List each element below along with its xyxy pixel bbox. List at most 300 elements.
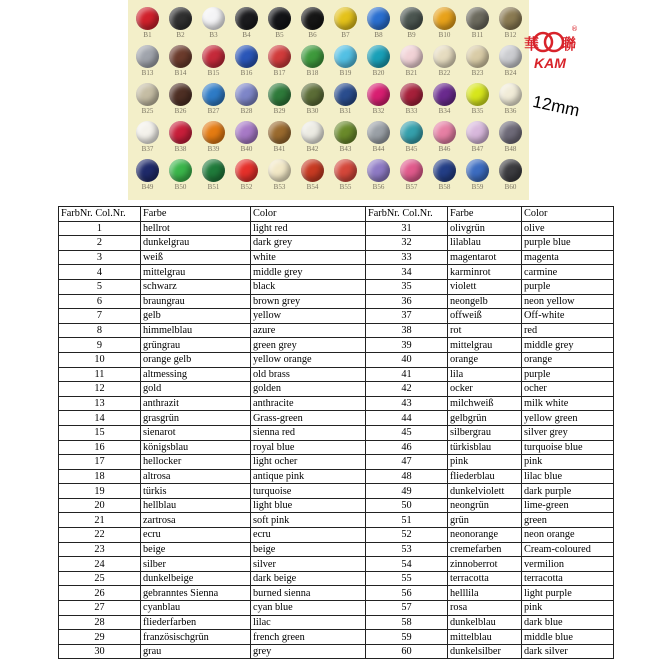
swatch-b23 <box>461 40 494 78</box>
cell-col-nr-left: 29 <box>59 630 141 645</box>
swatch-code-label: B59 <box>471 183 484 191</box>
swatch-button-dot <box>499 45 522 68</box>
swatch-code-label: B26 <box>174 107 187 115</box>
cell-farbe-right: fliederblau <box>448 469 522 484</box>
swatch-b58 <box>428 154 461 192</box>
swatch-code-label: B56 <box>372 183 385 191</box>
cell-col-nr-left: 30 <box>59 644 141 659</box>
cell-farbe-right: dunkelsilber <box>448 644 522 659</box>
swatch-button-dot <box>433 45 456 68</box>
cell-color-left: french green <box>251 630 366 645</box>
table-row <box>59 250 614 265</box>
cell-color-right: carmine <box>522 265 614 280</box>
cell-col-nr-right: 56 <box>366 586 448 601</box>
cell-color-right: lime-green <box>522 498 614 513</box>
swatch-button-dot <box>499 159 522 182</box>
swatch-b21 <box>395 40 428 78</box>
cell-color-right: terracotta <box>522 571 614 586</box>
cell-col-nr-right: 31 <box>366 221 448 236</box>
swatch-button-dot <box>301 159 324 182</box>
swatch-b53 <box>263 154 296 192</box>
cell-farbe-right: gelbgrün <box>448 411 522 426</box>
swatch-code-label: B54 <box>306 183 319 191</box>
swatch-b29 <box>263 78 296 116</box>
header-farbe-right: Farbe <box>448 207 522 222</box>
brand-logo <box>521 22 577 82</box>
swatch-b49 <box>131 154 164 192</box>
cell-col-nr-left: 15 <box>59 425 141 440</box>
cell-col-nr-right: 39 <box>366 338 448 353</box>
swatch-b40 <box>230 116 263 154</box>
cell-color-left: yellow orange <box>251 352 366 367</box>
swatch-b55 <box>329 154 362 192</box>
cell-color-left: brown grey <box>251 294 366 309</box>
swatch-code-label: B7 <box>341 31 350 39</box>
table-row <box>59 455 614 470</box>
cell-color-right: milk white <box>522 396 614 411</box>
swatch-panel <box>128 0 529 200</box>
swatch-b22 <box>428 40 461 78</box>
cell-farbe-right: olivgrün <box>448 221 522 236</box>
swatch-code-label: B6 <box>308 31 317 39</box>
swatch-b9 <box>395 2 428 40</box>
size-label: 12mm <box>531 92 582 121</box>
table-row <box>59 382 614 397</box>
table-row <box>59 601 614 616</box>
swatch-button-dot <box>400 83 423 106</box>
swatch-b19 <box>329 40 362 78</box>
swatch-b35 <box>461 78 494 116</box>
table-row <box>59 294 614 309</box>
swatch-button-dot <box>466 121 489 144</box>
cell-col-nr-left: 9 <box>59 338 141 353</box>
cell-farbe-left: himmelblau <box>141 323 251 338</box>
swatch-code-label: B40 <box>240 145 253 153</box>
cell-color-right: purple blue <box>522 236 614 251</box>
swatch-code-label: B28 <box>240 107 253 115</box>
cell-farbe-right: magentarot <box>448 250 522 265</box>
cell-col-nr-right: 49 <box>366 484 448 499</box>
swatch-code-label: B60 <box>504 183 517 191</box>
cell-col-nr-left: 28 <box>59 615 141 630</box>
swatch-b59 <box>461 154 494 192</box>
cell-farbe-right: lilablau <box>448 236 522 251</box>
swatch-button-dot <box>400 7 423 30</box>
swatch-button-dot <box>466 7 489 30</box>
swatch-button-dot <box>433 83 456 106</box>
brand-name: KAM <box>534 55 566 71</box>
cell-color-left: antique pink <box>251 469 366 484</box>
cell-col-nr-right: 45 <box>366 425 448 440</box>
table-row <box>59 528 614 543</box>
swatch-button-dot <box>202 45 225 68</box>
cell-color-left: beige <box>251 542 366 557</box>
cell-color-left: old brass <box>251 367 366 382</box>
cell-color-right: Off-white <box>522 309 614 324</box>
table-row <box>59 484 614 499</box>
cell-farbe-left: zartrosa <box>141 513 251 528</box>
color-table <box>58 206 614 659</box>
header-farbnr-left: FarbNr. Col.Nr. <box>59 207 141 222</box>
cell-color-left: light ocher <box>251 455 366 470</box>
swatch-code-label: B53 <box>273 183 286 191</box>
swatch-b33 <box>395 78 428 116</box>
cell-farbe-right: mittelblau <box>448 630 522 645</box>
cell-color-left: dark beige <box>251 571 366 586</box>
swatch-code-label: B17 <box>273 69 286 77</box>
cell-col-nr-right: 44 <box>366 411 448 426</box>
cell-color-left: sienna red <box>251 425 366 440</box>
header-farbnr-right: FarbNr. Col.Nr. <box>366 207 448 222</box>
swatch-code-label: B9 <box>407 31 416 39</box>
table-row <box>59 236 614 251</box>
cell-farbe-right: karminrot <box>448 265 522 280</box>
cell-farbe-left: gold <box>141 382 251 397</box>
cell-farbe-left: grau <box>141 644 251 659</box>
swatch-code-label: B23 <box>471 69 484 77</box>
swatch-b34 <box>428 78 461 116</box>
cell-farbe-right: ocker <box>448 382 522 397</box>
cell-col-nr-left: 24 <box>59 557 141 572</box>
cell-farbe-right: mittelgrau <box>448 338 522 353</box>
swatch-button-dot <box>268 83 291 106</box>
cell-col-nr-right: 55 <box>366 571 448 586</box>
swatch-code-label: B45 <box>405 145 418 153</box>
swatch-b54 <box>296 154 329 192</box>
swatch-code-label: B35 <box>471 107 484 115</box>
swatch-b10 <box>428 2 461 40</box>
swatch-button-dot <box>433 159 456 182</box>
swatch-code-label: B25 <box>141 107 154 115</box>
swatch-code-label: B18 <box>306 69 319 77</box>
cell-color-left: middle grey <box>251 265 366 280</box>
cell-farbe-left: hellocker <box>141 455 251 470</box>
swatch-button-dot <box>499 7 522 30</box>
cell-col-nr-right: 57 <box>366 601 448 616</box>
brand-char-right: 聯 <box>561 35 577 53</box>
cell-farbe-left: braungrau <box>141 294 251 309</box>
swatch-button-dot <box>235 121 258 144</box>
swatch-b11 <box>461 2 494 40</box>
cell-farbe-left: orange gelb <box>141 352 251 367</box>
swatch-button-dot <box>169 45 192 68</box>
swatch-b32 <box>362 78 395 116</box>
cell-color-right: dark silver <box>522 644 614 659</box>
table-row <box>59 425 614 440</box>
swatch-b31 <box>329 78 362 116</box>
cell-col-nr-left: 6 <box>59 294 141 309</box>
swatch-b1 <box>131 2 164 40</box>
cell-color-left: light red <box>251 221 366 236</box>
swatch-b14 <box>164 40 197 78</box>
cell-col-nr-left: 4 <box>59 265 141 280</box>
table-row <box>59 513 614 528</box>
swatch-button-dot <box>268 7 291 30</box>
cell-farbe-right: lila <box>448 367 522 382</box>
cell-farbe-right: terracotta <box>448 571 522 586</box>
swatch-button-dot <box>202 159 225 182</box>
cell-farbe-left: silber <box>141 557 251 572</box>
cell-color-left: white <box>251 250 366 265</box>
swatch-button-dot <box>169 83 192 106</box>
table-header-row <box>59 207 614 222</box>
cell-farbe-right: cremefarben <box>448 542 522 557</box>
cell-color-right: purple <box>522 279 614 294</box>
cell-color-left: lilac <box>251 615 366 630</box>
cell-col-nr-left: 11 <box>59 367 141 382</box>
swatch-b60 <box>494 154 527 192</box>
swatch-code-label: B48 <box>504 145 517 153</box>
swatch-code-label: B3 <box>209 31 218 39</box>
table-row <box>59 279 614 294</box>
header-color-right: Color <box>522 207 614 222</box>
swatch-button-dot <box>202 7 225 30</box>
swatch-button-dot <box>169 159 192 182</box>
swatch-code-label: B29 <box>273 107 286 115</box>
cell-farbe-left: altmessing <box>141 367 251 382</box>
cell-col-nr-left: 19 <box>59 484 141 499</box>
cell-farbe-right: dunkelblau <box>448 615 522 630</box>
cell-farbe-right: neongrün <box>448 498 522 513</box>
swatch-button-dot <box>268 45 291 68</box>
swatch-code-label: B32 <box>372 107 385 115</box>
swatch-button-dot <box>334 7 357 30</box>
cell-farbe-left: anthrazit <box>141 396 251 411</box>
swatch-b3 <box>197 2 230 40</box>
table-row <box>59 542 614 557</box>
swatch-button-dot <box>400 45 423 68</box>
swatch-b41 <box>263 116 296 154</box>
cell-color-left: burned sienna <box>251 586 366 601</box>
cell-color-right: light purple <box>522 586 614 601</box>
swatch-button-dot <box>136 121 159 144</box>
swatch-button-dot <box>400 159 423 182</box>
cell-color-right: ocher <box>522 382 614 397</box>
swatch-button-dot <box>499 121 522 144</box>
cell-farbe-right: rot <box>448 323 522 338</box>
table-row <box>59 221 614 236</box>
swatch-button-dot <box>466 159 489 182</box>
swatch-code-label: B42 <box>306 145 319 153</box>
swatch-code-label: B24 <box>504 69 517 77</box>
swatch-button-dot <box>334 83 357 106</box>
header-farbe-left: Farbe <box>141 207 251 222</box>
swatch-b50 <box>164 154 197 192</box>
swatch-button-dot <box>136 159 159 182</box>
cell-col-nr-right: 34 <box>366 265 448 280</box>
swatch-button-dot <box>235 159 258 182</box>
swatch-b18 <box>296 40 329 78</box>
cell-color-left: azure <box>251 323 366 338</box>
table-row <box>59 630 614 645</box>
swatch-button-dot <box>367 45 390 68</box>
swatch-b5 <box>263 2 296 40</box>
swatch-b47 <box>461 116 494 154</box>
cell-color-left: yellow <box>251 309 366 324</box>
cell-farbe-right: grün <box>448 513 522 528</box>
swatch-button-dot <box>169 7 192 30</box>
cell-color-left: black <box>251 279 366 294</box>
header-color-left: Color <box>251 207 366 222</box>
cell-farbe-right: helllila <box>448 586 522 601</box>
swatch-b52 <box>230 154 263 192</box>
swatch-code-label: B58 <box>438 183 451 191</box>
cell-col-nr-left: 20 <box>59 498 141 513</box>
cell-farbe-right: milchweiß <box>448 396 522 411</box>
cell-col-nr-right: 35 <box>366 279 448 294</box>
swatch-button-dot <box>367 121 390 144</box>
cell-color-right: lilac blue <box>522 469 614 484</box>
swatch-b15 <box>197 40 230 78</box>
cell-col-nr-left: 13 <box>59 396 141 411</box>
cell-farbe-left: hellblau <box>141 498 251 513</box>
swatch-code-label: B14 <box>174 69 187 77</box>
cell-color-left: soft pink <box>251 513 366 528</box>
cell-farbe-left: französischgrün <box>141 630 251 645</box>
swatch-b51 <box>197 154 230 192</box>
swatch-button-dot <box>433 7 456 30</box>
cell-col-nr-left: 1 <box>59 221 141 236</box>
swatch-button-dot <box>301 7 324 30</box>
swatch-b39 <box>197 116 230 154</box>
cell-color-right: magenta <box>522 250 614 265</box>
table-row <box>59 367 614 382</box>
cell-farbe-left: gelb <box>141 309 251 324</box>
cell-farbe-right: violett <box>448 279 522 294</box>
cell-color-right: olive <box>522 221 614 236</box>
table-row <box>59 411 614 426</box>
swatch-b26 <box>164 78 197 116</box>
cell-farbe-right: pink <box>448 455 522 470</box>
table-row <box>59 352 614 367</box>
cell-col-nr-right: 38 <box>366 323 448 338</box>
swatch-b38 <box>164 116 197 154</box>
swatch-code-label: B41 <box>273 145 286 153</box>
swatch-button-dot <box>268 159 291 182</box>
cell-color-right: middle grey <box>522 338 614 353</box>
swatch-b16 <box>230 40 263 78</box>
table-row <box>59 309 614 324</box>
swatch-b6 <box>296 2 329 40</box>
swatch-button-dot <box>202 83 225 106</box>
cell-col-nr-right: 52 <box>366 528 448 543</box>
cell-color-left: light blue <box>251 498 366 513</box>
cell-farbe-left: mittelgrau <box>141 265 251 280</box>
registered-mark: ® <box>571 25 578 33</box>
cell-col-nr-right: 32 <box>366 236 448 251</box>
table-row <box>59 265 614 280</box>
cell-color-right: neon yellow <box>522 294 614 309</box>
swatch-code-label: B50 <box>174 183 187 191</box>
swatch-button-dot <box>433 121 456 144</box>
table-body <box>59 221 614 659</box>
table-row <box>59 571 614 586</box>
cell-color-right: vermilion <box>522 557 614 572</box>
swatch-code-label: B13 <box>141 69 154 77</box>
cell-color-left: silver <box>251 557 366 572</box>
swatch-button-dot <box>301 121 324 144</box>
table-row <box>59 644 614 659</box>
swatch-code-label: B2 <box>176 31 185 39</box>
swatch-code-label: B44 <box>372 145 385 153</box>
swatch-button-dot <box>301 45 324 68</box>
swatch-button-dot <box>136 7 159 30</box>
swatch-code-label: B15 <box>207 69 220 77</box>
swatch-b56 <box>362 154 395 192</box>
swatch-b7 <box>329 2 362 40</box>
swatch-code-label: B47 <box>471 145 484 153</box>
cell-farbe-right: zinnoberrot <box>448 557 522 572</box>
swatch-code-label: B31 <box>339 107 352 115</box>
cell-color-left: grey <box>251 644 366 659</box>
swatch-b13 <box>131 40 164 78</box>
swatch-button-dot <box>466 83 489 106</box>
cell-farbe-left: fliederfarben <box>141 615 251 630</box>
cell-color-right: dark purple <box>522 484 614 499</box>
swatch-b36 <box>494 78 527 116</box>
swatch-b17 <box>263 40 296 78</box>
swatch-button-dot <box>400 121 423 144</box>
swatch-b44 <box>362 116 395 154</box>
swatch-button-dot <box>499 83 522 106</box>
swatch-code-label: B38 <box>174 145 187 153</box>
cell-col-nr-left: 12 <box>59 382 141 397</box>
swatch-code-label: B52 <box>240 183 253 191</box>
cell-col-nr-left: 16 <box>59 440 141 455</box>
cell-color-right: orange <box>522 352 614 367</box>
swatch-code-label: B20 <box>372 69 385 77</box>
swatch-button-dot <box>334 121 357 144</box>
cell-farbe-left: ecru <box>141 528 251 543</box>
swatch-code-label: B57 <box>405 183 418 191</box>
cell-col-nr-right: 60 <box>366 644 448 659</box>
cell-color-right: green <box>522 513 614 528</box>
swatch-code-label: B1 <box>143 31 152 39</box>
swatch-code-label: B12 <box>504 31 517 39</box>
cell-farbe-left: schwarz <box>141 279 251 294</box>
cell-col-nr-left: 18 <box>59 469 141 484</box>
swatch-code-label: B34 <box>438 107 451 115</box>
swatch-b8 <box>362 2 395 40</box>
swatch-b37 <box>131 116 164 154</box>
cell-color-left: green grey <box>251 338 366 353</box>
table-row <box>59 586 614 601</box>
cell-col-nr-left: 10 <box>59 352 141 367</box>
cell-farbe-left: türkis <box>141 484 251 499</box>
cell-col-nr-right: 43 <box>366 396 448 411</box>
swatch-code-label: B10 <box>438 31 451 39</box>
swatch-b46 <box>428 116 461 154</box>
swatch-b43 <box>329 116 362 154</box>
cell-col-nr-right: 53 <box>366 542 448 557</box>
cell-col-nr-right: 58 <box>366 615 448 630</box>
cell-col-nr-right: 42 <box>366 382 448 397</box>
cell-farbe-left: cyanblau <box>141 601 251 616</box>
cell-col-nr-left: 27 <box>59 601 141 616</box>
cell-color-left: dark grey <box>251 236 366 251</box>
cell-col-nr-right: 51 <box>366 513 448 528</box>
cell-farbe-left: dunkelbeige <box>141 571 251 586</box>
swatch-button-dot <box>136 83 159 106</box>
cell-col-nr-right: 36 <box>366 294 448 309</box>
cell-col-nr-right: 46 <box>366 440 448 455</box>
swatch-code-label: B46 <box>438 145 451 153</box>
cell-farbe-right: rosa <box>448 601 522 616</box>
swatch-code-label: B33 <box>405 107 418 115</box>
cell-color-right: pink <box>522 601 614 616</box>
swatch-b2 <box>164 2 197 40</box>
cell-col-nr-right: 48 <box>366 469 448 484</box>
